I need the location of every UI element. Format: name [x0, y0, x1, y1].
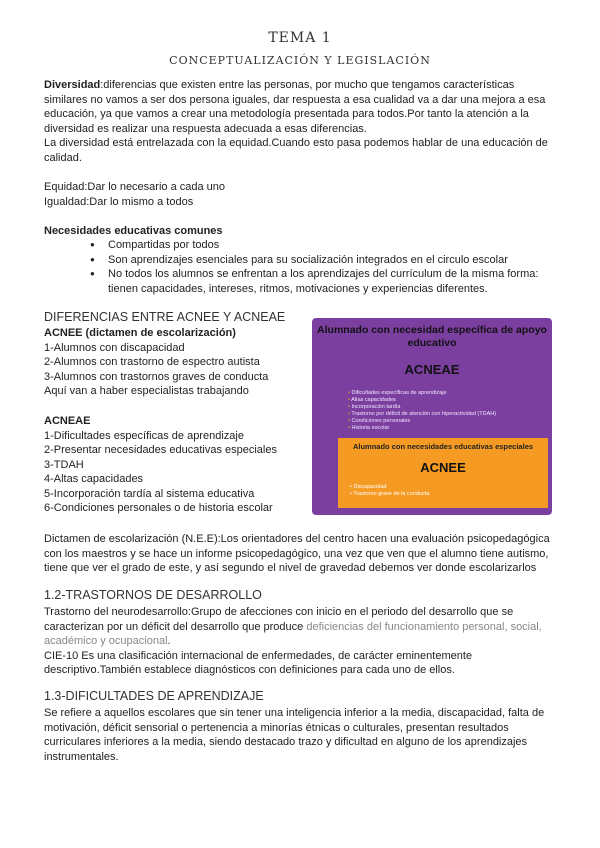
dificultades-heading: 1.3-DIFICULTADES DE APRENDIZAJE [44, 689, 264, 703]
list-item: • Dificultades específicas de aprendizaje [348, 390, 548, 397]
diagram-inner-title: Alumnado con necesidades educativas especiales [352, 442, 534, 451]
necesidades-heading: Necesidades educativas comunes [44, 225, 223, 237]
diagram-inner-box [338, 438, 548, 508]
diversidad-term: Diversidad [44, 79, 101, 91]
list-item: • Historia escolar [348, 425, 548, 432]
acnee-block [44, 326, 306, 399]
diversidad-paragraph [44, 78, 559, 136]
diagram-outer-list [348, 390, 548, 432]
tea-section [44, 605, 559, 678]
list-item: 3-TDAH [44, 458, 84, 471]
cie-paragraph: CIE-10 Es una clasificación internacional de enfermedades, de carácter eminentemente descriptivo.También establece diagnósticos con definiciones para cada uno de ellos. [44, 649, 473, 676]
definitions [44, 180, 559, 209]
dificultades-paragraph: Se refiere a aquellos escolares que sin tener una inteligencia inferior a la media, discapacidad, falta de motivación, déficit sensorial o pertenencia a minorías étnicas o culturales, presentan resultados curriculares inferiores a la media, siendo destacado trazo y dificultad en alguno de los aprendizajes instrumentales. [44, 707, 545, 763]
page-subtitle: CONCEPTUALIZACIÓN Y LEGISLACIÓN [169, 54, 431, 67]
list-item: 1-Alumnos con discapacidad [44, 341, 185, 354]
dictamen-paragraph: Dictamen de escolarización (N.E.E):Los orientadores del centro hacen una evaluación psicopedagógica con los maestros y se hace un informe psicopedagógico, una vez que ven que el alumno tiene autismo, tiene que ver el grado de este, y así segundo el nivel de gravedad debemos ver donde escolarizarlos [44, 533, 550, 574]
diagram-outer-label: ACNEAE [404, 362, 460, 377]
list-item: • Altas capacidades [348, 397, 548, 404]
list-item: 2-Presentar necesidades educativas especiales [44, 444, 277, 456]
list-item: Aquí van a haber especialistas trabajando [44, 385, 249, 397]
diversidad-text: :diferencias que existen entre las personas, por mucho que tengamos características similares no vamos a ser dos persona iguales, dar respuesta a esa cualidad va a dar una mejora a esa educación, ya que vamos a crear una metodología presentada para todos.Por tanto la atención a la diversidad es realizar una respuesta adecuada a esas diferencias. [44, 79, 546, 135]
igualdad-line: Igualdad:Dar lo mismo a todos [44, 195, 194, 208]
list-item: • Trastorno por déficit de atención con hiperactividad (TDAH) [348, 411, 548, 418]
list-item: 3-Alumnos con trastornos graves de conducta [44, 370, 269, 383]
list-item: 4-Altas capacidades [44, 473, 144, 485]
tea-heading: 1.2-TRASTORNOS DE DESARROLLO [44, 588, 262, 602]
acneae-heading: ACNEAE [44, 415, 91, 427]
list-item: 2-Alumnos con trastorno de espectro autista [44, 356, 260, 368]
acneae-diagram [312, 318, 552, 515]
list-item: ● No todos los alumnos se enfrentan a los aprendizajes del currículum de la misma forma: tienen capacidades, intereses, ritmos, motivaciones y experiencias diferentes. [88, 267, 558, 296]
equidad-line: Equidad:Dar lo necesario a cada uno [44, 181, 226, 193]
diagram-title: Alumnado con necesidad específica de apoyo educativo [317, 324, 547, 349]
diagram-inner-list [350, 484, 429, 498]
tea-paragraph: Trastorno del neurodesarrollo:Grupo de afecciones con inicio en el periodo del desarrollo que se caracterizan por un déficit del desarrollo que produce deficiencias del funcionamiento personal, social, académico y ocupacional. [44, 606, 542, 647]
list-item: ● Son aprendizajes esenciales para su socialización integrados en el circulo escolar [88, 253, 558, 268]
acnee-heading: ACNEE (dictamen de escolarización) [44, 327, 236, 339]
necesidades-list [88, 238, 558, 296]
list-item: 6-Condiciones personales o de historia escolar [44, 502, 273, 514]
acneae-block [44, 414, 306, 516]
list-item: • Condiciones personales [348, 418, 548, 425]
diversidad-section [44, 78, 559, 165]
list-item: • Incorporación tardía [348, 404, 548, 411]
page-title: TEMA 1 [268, 30, 332, 46]
diversidad-paragraph-2: La diversidad está entrelazada con la equidad.Cuando esto pasa podemos hablar de una educación de calidad. [44, 137, 548, 164]
list-item: • Discapacidad [350, 484, 429, 491]
list-item: 5-Incorporación tardía al sistema educativa [44, 487, 255, 500]
list-item: ● Compartidas por todos [88, 238, 558, 253]
diagram-inner-label: ACNEE [420, 460, 466, 475]
diferencias-heading: DIFERENCIAS ENTRE ACNEE Y ACNEAE [44, 310, 286, 324]
list-item: • Trastorno grave de la conducta [350, 491, 429, 498]
list-item: 1-Dificultades específicas de aprendizaje [44, 429, 244, 442]
